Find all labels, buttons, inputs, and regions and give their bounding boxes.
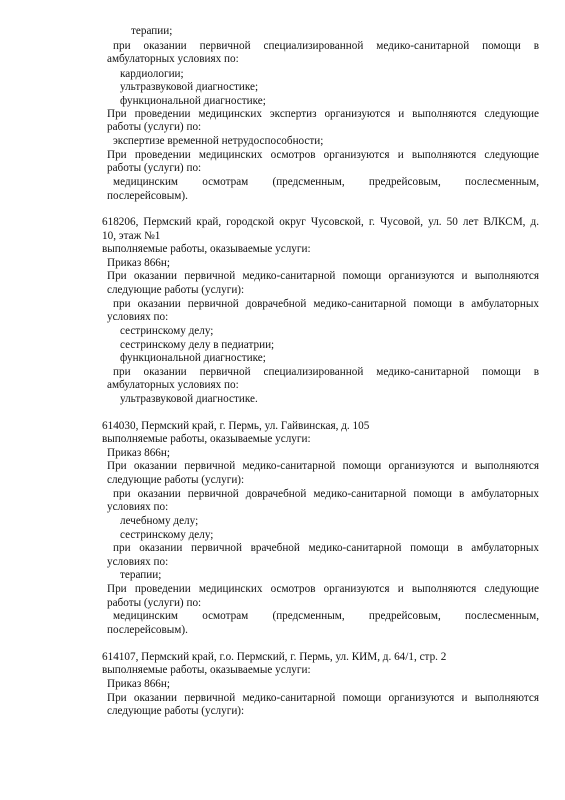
text-line: функциональной диагностике;: [120, 95, 266, 107]
text-line: медицинским осмотрам (предсменным, предрейсовым, послесменным,: [113, 610, 539, 622]
text-line: выполняемые работы, оказываемые услуги:: [102, 664, 311, 676]
text-line: работы (услуги) по:: [107, 162, 202, 174]
text-line: терапии;: [120, 569, 162, 581]
text-line: ультразвуковой диагностике.: [120, 393, 258, 405]
text-line: При проведении медицинских осмотров организуются и выполняются следующие: [107, 583, 539, 595]
text-line: при оказании первичной специализированной медико-санитарной помощи в: [113, 40, 539, 52]
text-line: При оказании первичной медико-санитарной помощи организуются и выполняются: [107, 460, 539, 472]
text-line: послерейсовым).: [107, 624, 188, 636]
text-line: При проведении медицинских экспертиз организуются и выполняются следующие: [107, 108, 539, 120]
text-line: сестринскому делу;: [120, 529, 214, 541]
text-line: послерейсовым).: [107, 190, 188, 202]
text-line: терапии;: [131, 25, 173, 37]
address-line: 10, этаж №1: [102, 230, 161, 242]
text-line: сестринскому делу в педиатрии;: [120, 339, 275, 351]
text-line: При оказании первичной медико-санитарной помощи организуются и выполняются: [107, 270, 539, 282]
text-line: Приказ 866н;: [107, 447, 170, 459]
text-line: условиях по:: [107, 501, 169, 513]
text-line: следующие работы (услуги):: [107, 474, 245, 486]
address-line: 614030, Пермский край, г. Пермь, ул. Гайвинская, д. 105: [102, 420, 370, 432]
text-line: Приказ 866н;: [107, 678, 170, 690]
text-line: при оказании первичной доврачебной медико-санитарной помощи в амбулаторных: [113, 298, 539, 310]
text-line: работы (услуги) по:: [107, 597, 202, 609]
text-line: выполняемые работы, оказываемые услуги:: [102, 433, 311, 445]
text-line: медицинским осмотрам (предсменным, предрейсовым, послесменным,: [113, 176, 539, 188]
text-line: условиях по:: [107, 311, 169, 323]
text-line: ультразвуковой диагностике;: [120, 81, 259, 93]
text-line: сестринскому делу;: [120, 325, 214, 337]
text-line: работы (услуги) по:: [107, 121, 202, 133]
text-line: при оказании первичной специализированной медико-санитарной помощи в: [113, 366, 539, 378]
text-line: амбулаторных условиях по:: [107, 379, 239, 391]
text-line: функциональной диагностике;: [120, 352, 266, 364]
text-line: амбулаторных условиях по:: [107, 53, 239, 65]
text-line: При оказании первичной медико-санитарной помощи организуются и выполняются: [107, 692, 539, 704]
text-line: следующие работы (услуги):: [107, 705, 245, 717]
address-line: 614107, Пермский край, г.о. Пермский, г. Пермь, ул. КИМ, д. 64/1, стр. 2: [102, 651, 447, 663]
text-line: следующие работы (услуги):: [107, 284, 245, 296]
text-line: при оказании первичной врачебной медико-санитарной помощи в амбулаторных: [113, 542, 539, 554]
text-line: кардиологии;: [120, 68, 184, 80]
text-line: условиях по:: [107, 556, 169, 568]
text-line: лечебному делу;: [120, 515, 199, 527]
text-line: При проведении медицинских осмотров организуются и выполняются следующие: [107, 149, 539, 161]
text-line: экспертизе временной нетрудоспособности;: [113, 135, 324, 147]
address-line: 618206, Пермский край, городской округ Чусовской, г. Чусовой, ул. 50 лет ВЛКСМ, д.: [102, 216, 539, 228]
text-line: Приказ 866н;: [107, 257, 170, 269]
text-line: при оказании первичной доврачебной медико-санитарной помощи в амбулаторных: [113, 488, 539, 500]
text-line: выполняемые работы, оказываемые услуги:: [102, 243, 311, 255]
